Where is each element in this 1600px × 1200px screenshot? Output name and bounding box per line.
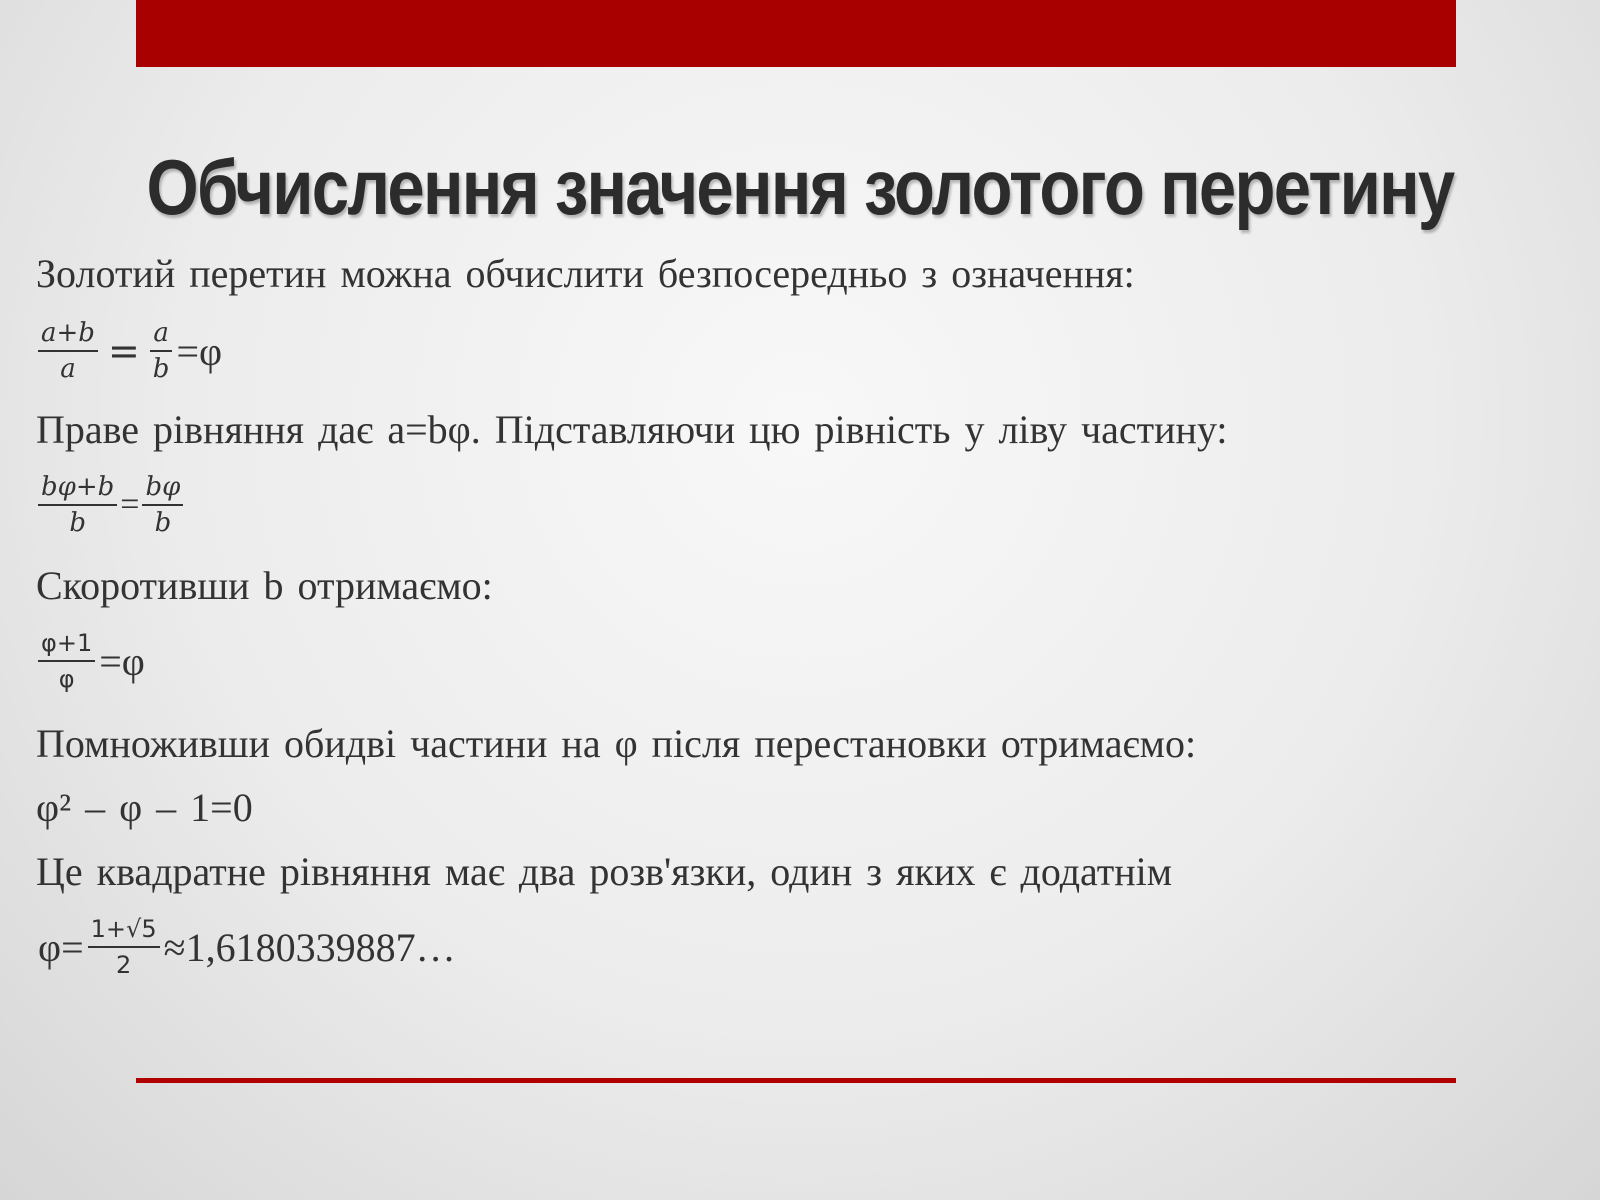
text-line-multiply: Помноживши обидві частини на φ після перестановки отримаємо:: [36, 721, 1197, 766]
fraction-denominator: b: [154, 508, 172, 538]
fraction-denominator: b: [69, 508, 86, 538]
formula-head: φ=: [38, 924, 84, 970]
fraction-b-phi-over-b: [142, 470, 183, 540]
fraction-numerator: bφ+b: [38, 470, 117, 506]
fraction-numerator: bφ: [142, 470, 183, 506]
slide-title: Обчислення значення золотого перетину: [146, 143, 1454, 231]
fraction-denominator: φ: [58, 665, 75, 693]
fraction-denominator: b: [152, 354, 170, 384]
formula-tail: =φ: [99, 638, 145, 684]
formula-definition: [36, 316, 224, 386]
text-line-substitution: Праве рівняння дає a=bφ. Підставляючи цю рівність у ліву частину:: [36, 407, 1228, 452]
fraction-denominator: a: [60, 354, 76, 384]
formula-tail: =φ: [176, 328, 223, 374]
quadratic-equation: φ² – φ – 1=0: [36, 785, 253, 830]
equals-sign: =: [107, 329, 140, 373]
fraction-numerator: a+b: [38, 316, 98, 352]
text-line-definition: Золотий перетин можна обчислити безпосередньо з означення:: [36, 251, 1135, 296]
formula-golden-ratio-value: [36, 912, 458, 982]
top-accent-bar: [136, 0, 1456, 67]
fraction-numerator: a: [150, 316, 172, 352]
equals-sign: =: [120, 486, 140, 523]
formula-substitution: [36, 470, 185, 540]
text-line-reduce: Скоротивши b отримаємо:: [36, 563, 493, 608]
fraction-phi-plus-one-over-phi: [38, 626, 95, 696]
bottom-accent-line: [136, 1078, 1456, 1083]
fraction-a-plus-b-over-a: [38, 316, 98, 386]
fraction-one-plus-sqrt5-over-two: [88, 912, 160, 982]
fraction-denominator: 2: [115, 951, 132, 979]
fraction-numerator: φ+1: [38, 626, 95, 662]
formula-tail: ≈1,6180339887…: [163, 924, 456, 970]
formula-reduced: [36, 626, 147, 696]
fraction-a-over-b: [150, 316, 173, 386]
fraction-numerator: 1+√5: [88, 912, 160, 948]
text-line-solutions: Це квадратне рівняння має два розв'язки, один з яких є додатнім: [36, 849, 1173, 894]
fraction-b-phi-plus-b-over-b: [38, 470, 117, 540]
